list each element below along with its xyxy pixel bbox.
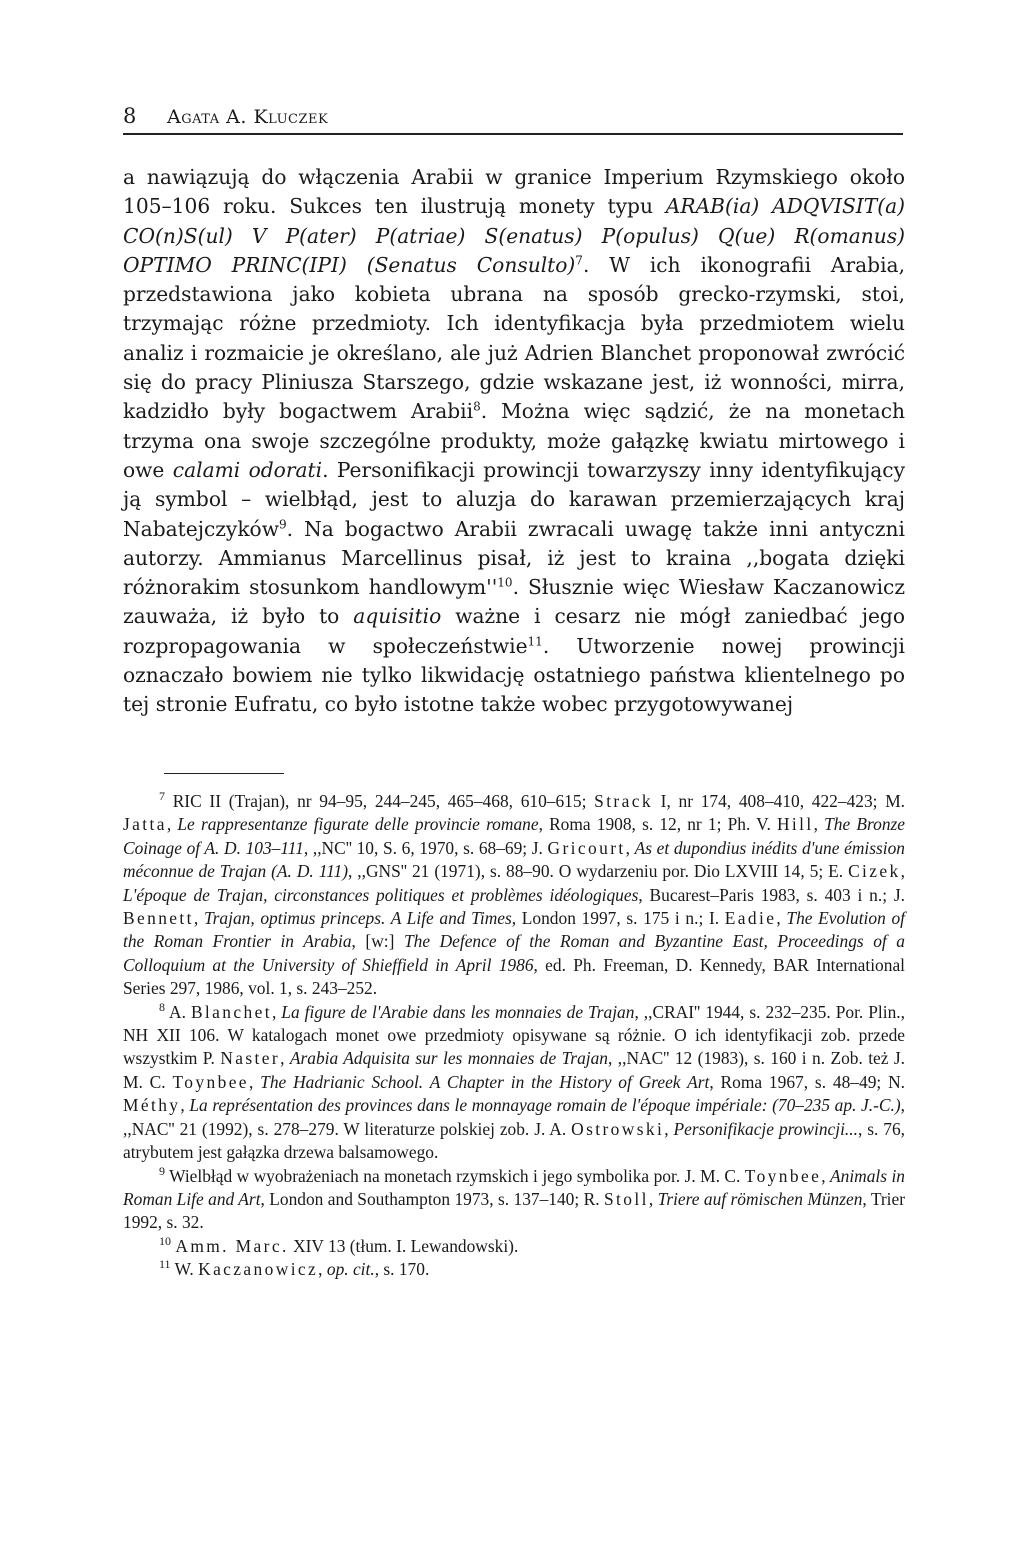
- footnote-9: $^9$ Wielbłąd w wyobrażeniach na monetach rzymskich i jego symbolika por. J. M. C. Toynbee, Animals in Roman Life and Art, London and Southampton 1973, s. 137–140; R. Stoll, Triere auf römischen Münzen, Trier 1992, s. 32.: [123, 1163, 906, 1233]
- footnote-ref[interactable]: 7: [575, 253, 583, 268]
- page-number: 8: [123, 104, 137, 128]
- running-author: Agata A. Kluczek: [167, 106, 329, 128]
- header-rule: [123, 133, 903, 135]
- footnote-ref[interactable]: 10: [497, 575, 513, 590]
- footnote-10: $^{10}$ Amm. Marc. XIV 13 (tłum. I. Lewandowski).: [159, 1233, 519, 1256]
- running-header: [123, 104, 903, 128]
- latin-term: calami odorati: [172, 457, 323, 482]
- footnotes: [123, 790, 905, 1282]
- footnote-ref[interactable]: 9: [279, 516, 287, 531]
- footnote-8: $^8$ A. Blanchet, La figure de l'Arabie dans les monnaies de Trajan, ,,CRAI'' 1944, s. 232–235. Por. Plin., NH XII 106. W katalogach monet owe przedmioty opisywane są różnie. O ich identyfikacji zob. przede wszystkim P. Naster, Arabia Adquisita sur les monnaies de Trajan, ,,NAC'' 12 (1983), s. 160 i n. Zob. też J. M. C. Toynbee, The Hadrianic School. A Chapter in the History of Greek Art, Roma 1967, s. 48–49; N. Méthy, La représentation des provinces dans le monnayage romain de l'époque impériale: (70–235 ap. J.-C.), ,,NAC'' 21 (1992), s. 278–279. W literaturze polskiej zob. J. A. Ostrowski, Personifikacje prowincji..., s. 76, atrybutem jest gałązka drzewa balsamowego.: [123, 999, 906, 1163]
- main-text: [123, 163, 905, 720]
- footnote-rule: [164, 773, 284, 774]
- main-paragraph: a nawiązują do włączenia Arabii w granice Imperium Rzymskiego około 105–106 roku. Sukces ten ilustrują monety typu ARAB(ia) ADQVISIT(a) CO(n)S(ul) V P(ater) P(atriae) S(enatus) P(opulus) Q(ue) R(omanus) OPTIMO PRINC(IPI) (Senatus Consulto)$^7$. W ich ikonografii Arabia, przedstawiona jako kobieta ubrana na sposób grecko-rzymski, stoi, trzymając różne przedmioty. Ich identyfikacja była przedmiotem wielu analiz i rozmaicie je określano, ale już Adrien Blanchet proponował zwrócić się do pracy Pliniusza Starszego, gdzie wskazane jest, iż wonności, mirra, kadzidło były bogactwem Arabii$^8$. Można więc sądzić, że na monetach trzyma ona swoje szczególne produkty, może gałązkę kwiatu mirtowego i owe calami odorati. Personifikacji prowincji towarzyszy inny identyfikujący ją symbol – wielbłąd, jest to aluzja do karawan przemierzających kraj Nabatejczyków$^9$. Na bogactwo Arabii zwracali uwagę także inni antyczni autorzy. Ammianus Marcellinus pisał, iż jest to kraina ,,bogata dzięki różnorakim stosunkom $handlowym''^{10}$. Słusznie więc Wiesław Kaczanowicz zauważa, iż było to aquisitio ważne i cesarz nie mógł zaniedbać jego rozpropagowania w społeczeństwie$^{11}$. Utworzenie nowej prowincji oznaczało bowiem nie tylko likwidację ostatniego państwa klientelnego po tej stronie Eufratu, co było istotne także wobec przygotowywanej: [123, 165, 905, 717]
- footnote-11: $^{11}$ W. Kaczanowicz, op. cit., s. 170.: [159, 1257, 430, 1280]
- coin-legend: ARAB(ia) ADQVISIT(a) CO(n)S(ul) V P(ater) P(atriae) S(enatus) P(opulus) Q(ue) R(omanus) OPTIMO PRINC(IPI) (Senatus Consulto): [123, 194, 905, 277]
- footnote-ref[interactable]: 11: [527, 634, 543, 649]
- footnote-ref[interactable]: 8: [473, 399, 481, 414]
- latin-term: aquisitio: [353, 604, 442, 629]
- footnote-7: $^7$ RIC II (Trajan), nr 94–95, 244–245, 465–468, 610–615; Strack I, nr 174, 408–410, 422–423; M. Jatta, Le rappresentanze figurate delle provincie romane, Roma 1908, s. 12, nr 1; Ph. V. Hill, The Bronze Coinage of A. D. 103–111, ,,NC'' 10, S. 6, 1970, s. 68–69; J. Gricourt, As et dupondius inédits d'une émission méconnue de Trajan (A. D. 111), ,,GNS'' 21 (1971), s. 88–90. O wydarzeniu por. Dio LXVIII 14, 5; E. Cizek, L'époque de Trajan, circonstances politiques et problèmes idéologiques, Bucarest–Paris 1983, s. 403 i n.; J. Bennett, Trajan, optimus princeps. A Life and Times, London 1997, s. 175 i n.; I. Eadie, The Evolution of the Roman Frontier in Arabia, [w:] The Defence of the Roman and Byzantine East, Proceedings of a Colloquium at the University of Shieffield in April 1986, ed. Ph. Freeman, D. Kennedy, BAR International Series 297, 1986, vol. 1, s. 243–252.: [123, 789, 906, 999]
